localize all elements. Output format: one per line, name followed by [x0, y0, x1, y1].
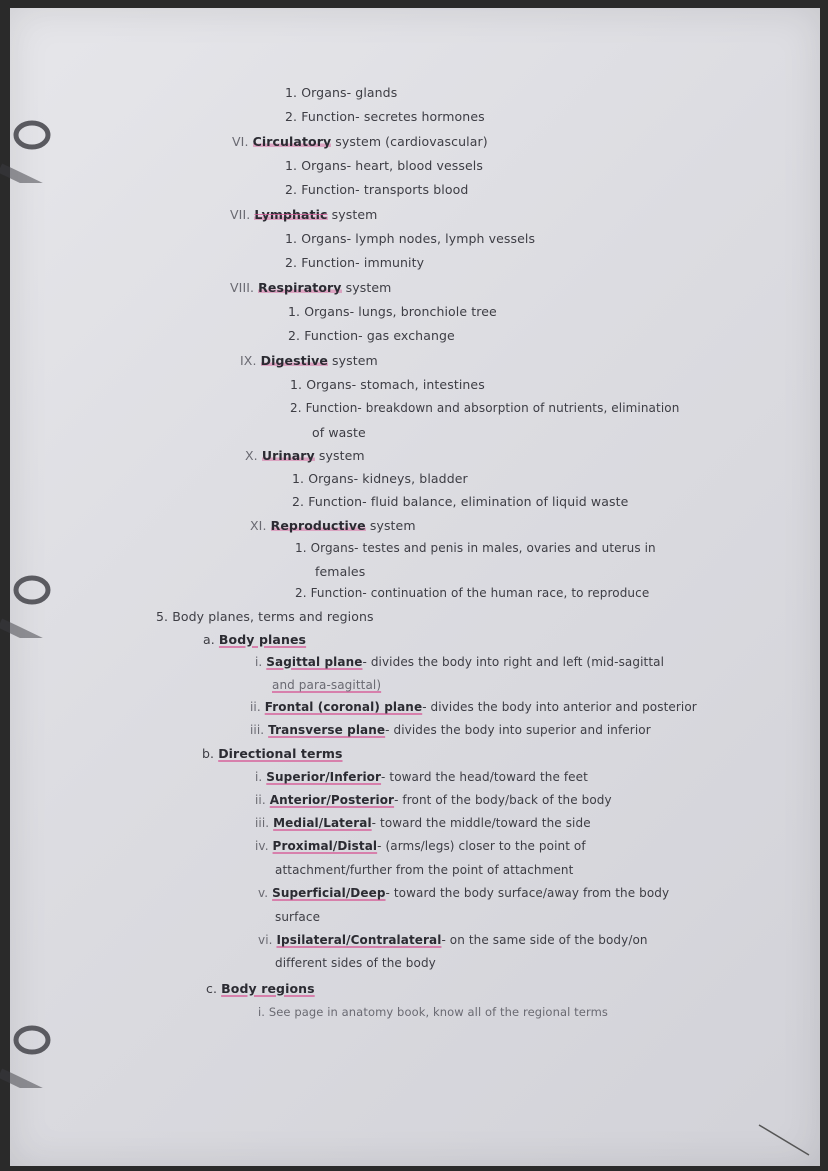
note-line: iii. Medial/Lateral- toward the middle/toward the side [255, 816, 591, 830]
note-line: 1. Organs- heart, blood vessels [285, 158, 483, 173]
binder-ring-icon [0, 568, 82, 638]
notebook-page [10, 8, 820, 1166]
note-line: 2. Function- immunity [285, 255, 425, 270]
note-line: attachment/further from the point of attachment [275, 863, 574, 877]
note-line: 2. Function- fluid balance, elimination of liquid waste [292, 494, 629, 509]
binder-ring-icon [0, 1018, 82, 1088]
subsection-heading: c. Body regions [206, 981, 315, 996]
note-line: of waste [312, 425, 366, 440]
section-heading: 5. Body planes, terms and regions [156, 609, 374, 624]
note-line: ii. Anterior/Posterior- front of the body/back of the body [255, 793, 612, 807]
note-line: 1. Organs- glands [285, 85, 398, 100]
note-line: and para-sagittal) [272, 678, 382, 692]
note-line: X. Urinary system [245, 448, 365, 463]
note-line: VII. Lymphatic system [230, 207, 378, 222]
note-line: different sides of the body [275, 956, 436, 970]
note-line: females [315, 564, 366, 579]
note-line: VIII. Respiratory system [230, 280, 392, 295]
note-line: XI. Reproductive system [250, 518, 416, 533]
note-line: 1. Organs- lungs, bronchiole tree [288, 304, 497, 319]
note-line: vi. Ipsilateral/Contralateral- on the same side of the body/on [258, 933, 648, 947]
note-line: 1. Organs- stomach, intestines [290, 377, 485, 392]
binder-ring-icon [0, 113, 82, 183]
pen-mark-icon [754, 1120, 814, 1160]
note-line: 2. Function- secretes hormones [285, 109, 485, 124]
subsection-heading: b. Directional terms [202, 746, 343, 761]
subsection-heading: a. Body planes [203, 632, 307, 647]
note-line: 2. Function- transports blood [285, 182, 469, 197]
note-line: iii. Transverse plane- divides the body into superior and inferior [250, 723, 651, 737]
note-line: IX. Digestive system [240, 353, 378, 368]
note-line: v. Superficial/Deep- toward the body surface/away from the body [258, 886, 670, 900]
note-line: 1. Organs- kidneys, bladder [292, 471, 468, 486]
note-line: i. Superior/Inferior- toward the head/toward the feet [255, 770, 588, 784]
note-line: 2. Function- breakdown and absorption of nutrients, elimination [290, 401, 680, 415]
note-line: i. Sagittal plane- divides the body into right and left (mid-sagittal [255, 655, 665, 669]
note-line: surface [275, 910, 321, 924]
note-line: 1. Organs- lymph nodes, lymph vessels [285, 231, 536, 246]
note-line: ii. Frontal (coronal) plane- divides the body into anterior and posterior [250, 700, 697, 714]
note-line: 2. Function- continuation of the human race, to reproduce [295, 586, 650, 600]
note-line: VI. Circulatory system (cardiovascular) [232, 134, 488, 149]
note-line: iv. Proximal/Distal- (arms/legs) closer to the point of [255, 839, 586, 853]
note-line: i. See page in anatomy book, know all of the regional terms [258, 1005, 608, 1019]
note-line: 1. Organs- testes and penis in males, ovaries and uterus in [295, 541, 656, 555]
note-line: 2. Function- gas exchange [288, 328, 455, 343]
